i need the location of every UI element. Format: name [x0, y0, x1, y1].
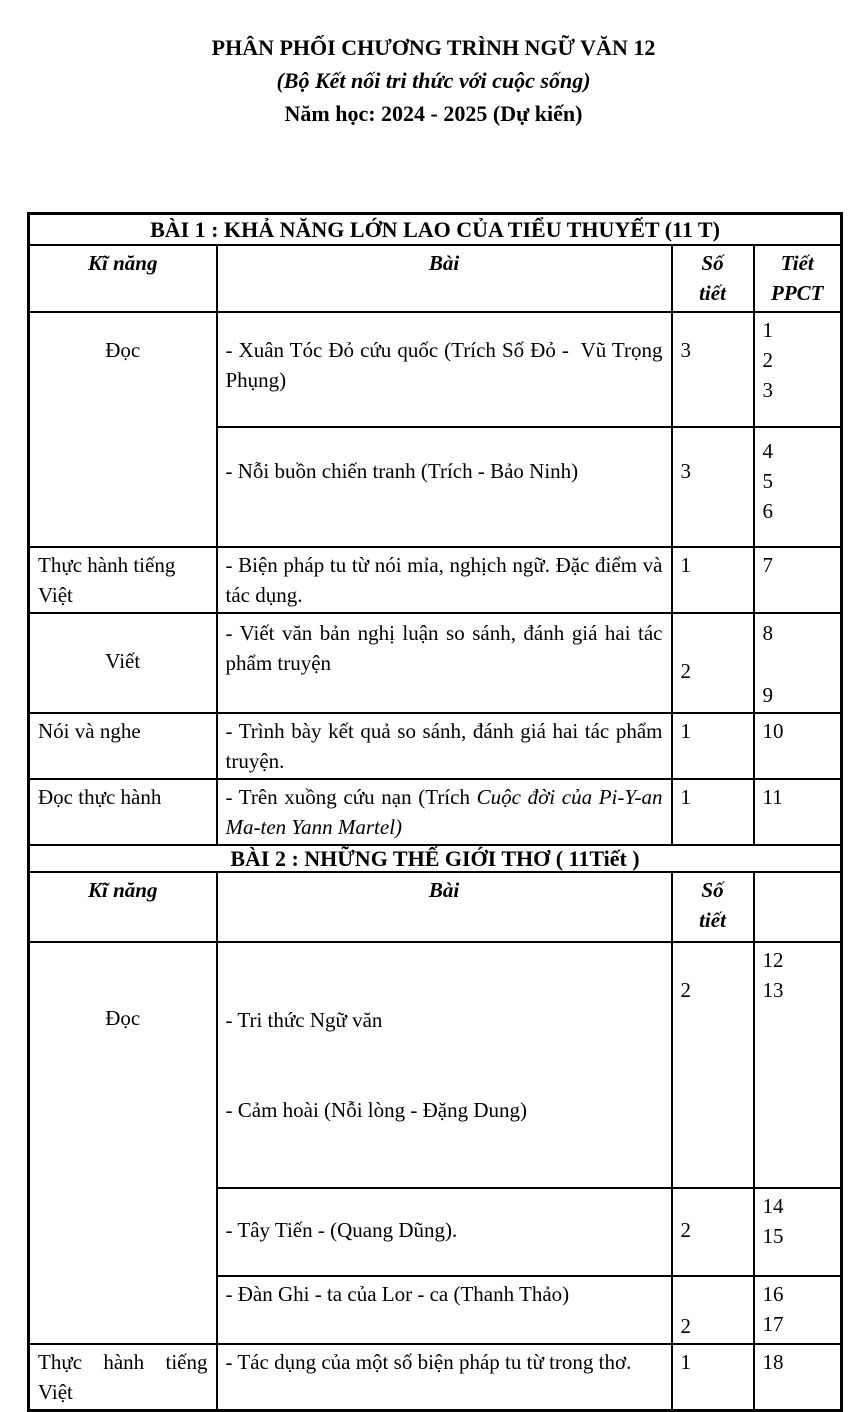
- tiet-ppct-cell: [754, 779, 842, 845]
- so-tiet-cell: 1: [672, 779, 754, 845]
- tiet-ppct-cell: [754, 427, 842, 547]
- page-subtitle: (Bộ Kết nối tri thức với cuộc sống): [276, 68, 591, 93]
- table-row: [29, 942, 842, 1188]
- section2-title: BÀI 2 : NHỮNG THẾ GIỚI THƠ ( 11Tiết ): [29, 845, 842, 872]
- tiet-ppct-cell: [754, 613, 842, 713]
- ppct-value: 15: [762, 1224, 784, 1248]
- ppct-value: 14: [762, 1194, 784, 1218]
- bai-cell: [217, 779, 672, 845]
- col-header-so-tiet-line1: Số: [701, 251, 724, 275]
- so-tiet-cell: 2: [672, 1188, 754, 1276]
- so-tiet-cell: 2: [672, 942, 754, 1188]
- ki-nang-cell: Viết: [29, 613, 217, 713]
- bai-cell: - Xuân Tóc Đỏ cứu quốc (Trích Số Đỏ - Vũ Trọng Phụng): [217, 312, 672, 427]
- so-tiet-cell: 2: [672, 1276, 754, 1344]
- ppct-value: 2: [762, 348, 773, 372]
- ppct-value: 4: [762, 439, 773, 463]
- ppct-value: 10: [762, 719, 784, 743]
- section1-header-row: [29, 245, 842, 312]
- bai-cell: - Đàn Ghi - ta của Lor - ca (Thanh Thảo): [217, 1276, 672, 1344]
- section2-title-row: [29, 845, 842, 872]
- col-header-so-tiet-line2: tiết: [699, 281, 726, 305]
- ppct-value: 12: [762, 948, 784, 972]
- bai-cell: [217, 942, 672, 1188]
- ppct-value: 7: [762, 553, 773, 577]
- ki-nang-cell: Thực hành tiếng Việt: [29, 547, 217, 613]
- bai-cell: - Tây Tiến - (Quang Dũng).: [217, 1188, 672, 1276]
- col-header-bai: Bài: [217, 872, 672, 942]
- tiet-ppct-cell: [754, 942, 842, 1188]
- ki-nang-cell: Nói và nghe: [29, 713, 217, 779]
- so-tiet-cell: 1: [672, 1344, 754, 1411]
- school-year: Năm học: 2024 - 2025 (Dự kiến): [284, 101, 583, 126]
- col-header-ki-nang: Kĩ năng: [29, 245, 217, 312]
- ppct-value: 3: [762, 378, 773, 402]
- col-header-tiet-ppct-line1: Tiết: [780, 251, 814, 275]
- ki-nang-cell: Đọc: [29, 942, 217, 1344]
- ppct-value: 9: [762, 683, 773, 707]
- col-header-ki-nang: Kĩ năng: [29, 872, 217, 942]
- col-header-tiet-ppct: [754, 245, 842, 312]
- tiet-ppct-cell: [754, 1188, 842, 1276]
- bai-text: - Trên xuồng cứu nạn (Trích: [225, 785, 477, 809]
- bai-text-italic: Cuộc đời của Pi-Y-an Ma-ten Yann Martel): [225, 785, 668, 839]
- ppct-value: 16: [762, 1282, 784, 1306]
- ki-nang-cell: Đọc thực hành: [29, 779, 217, 845]
- col-header-so-tiet-line2: tiết: [699, 908, 726, 932]
- bai-line: - Cảm hoài (Nỗi lòng - Đặng Dung): [225, 1098, 528, 1122]
- ppct-value: 1: [762, 318, 773, 342]
- ppct-value: 11: [762, 785, 783, 809]
- ppct-value: 6: [762, 499, 773, 523]
- col-header-bai: Bài: [217, 245, 672, 312]
- col-header-so-tiet-line1: Số: [701, 878, 724, 902]
- tiet-ppct-cell: [754, 1276, 842, 1344]
- so-tiet-cell: 3: [672, 312, 754, 427]
- table-row: [29, 713, 842, 779]
- section1-title: BÀI 1 : KHẢ NĂNG LỚN LAO CỦA TIỂU THUYẾT (11 T): [29, 214, 842, 246]
- table-row: [29, 613, 842, 713]
- bai-line: - Tri thức Ngữ văn: [225, 1008, 383, 1032]
- so-tiet-cell: 1: [672, 713, 754, 779]
- tiet-ppct-cell: [754, 713, 842, 779]
- table-row: [29, 779, 842, 845]
- section2-header-row: [29, 872, 842, 942]
- ppct-value: 8: [762, 621, 773, 645]
- ppct-value: 17: [762, 1312, 784, 1336]
- ki-nang-cell: Thực hành tiếng Việt: [29, 1344, 217, 1411]
- bai-cell: - Nỗi buồn chiến tranh (Trích - Bảo Ninh): [217, 427, 672, 547]
- so-tiet-cell: 1: [672, 547, 754, 613]
- ppct-value: 13: [762, 978, 784, 1002]
- table-row: [29, 312, 842, 427]
- so-tiet-cell: 2: [672, 613, 754, 713]
- tiet-ppct-cell: [754, 547, 842, 613]
- table-row: [29, 547, 842, 613]
- section1-title-row: [29, 214, 842, 246]
- bai-cell: - Viết văn bản nghị luận so sánh, đánh giá hai tác phẩm truyện: [217, 613, 672, 713]
- tiet-ppct-cell: [754, 312, 842, 427]
- col-header-so-tiet: [672, 872, 754, 942]
- table-row: [29, 1344, 842, 1411]
- bai-cell: - Biện pháp tu từ nói mỉa, nghịch ngữ. Đặc điểm và tác dụng.: [217, 547, 672, 613]
- col-header-empty: [754, 872, 842, 942]
- page-title: PHÂN PHỐI CHƯƠNG TRÌNH NGỮ VĂN 12: [211, 35, 656, 60]
- ppct-value: 5: [762, 469, 773, 493]
- tiet-ppct-cell: [754, 1344, 842, 1411]
- curriculum-table: [27, 212, 843, 1412]
- col-header-tiet-ppct-line2: PPCT: [771, 281, 824, 305]
- so-tiet-cell: 3: [672, 427, 754, 547]
- ppct-value: 18: [762, 1350, 784, 1374]
- ki-nang-cell: Đọc: [29, 312, 217, 547]
- document-header: [27, 31, 840, 130]
- col-header-so-tiet: [672, 245, 754, 312]
- bai-cell: - Trình bày kết quả so sánh, đánh giá hai tác phẩm truyện.: [217, 713, 672, 779]
- bai-cell: - Tác dụng của một số biện pháp tu từ trong thơ.: [217, 1344, 672, 1411]
